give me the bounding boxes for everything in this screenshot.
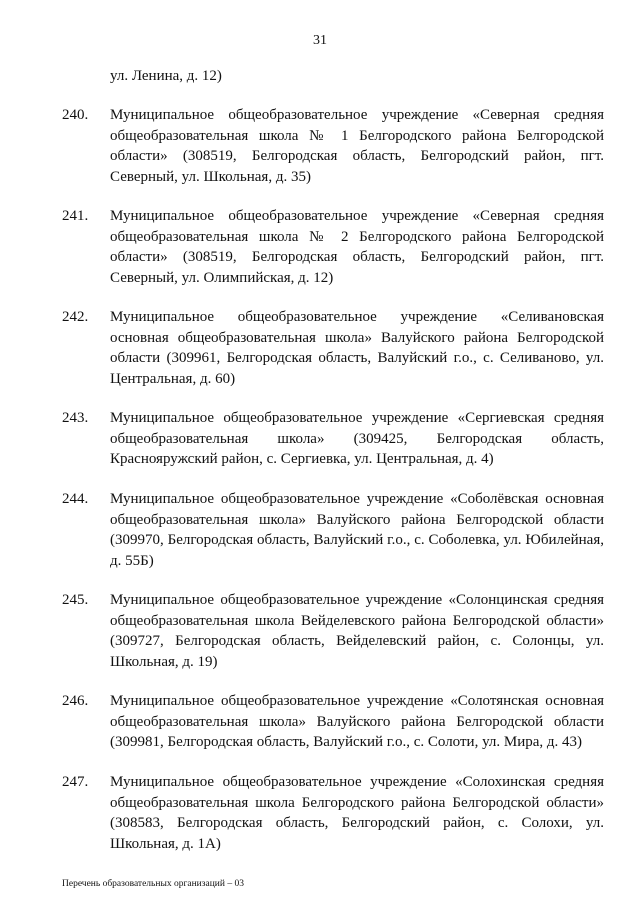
item-number: 242.: [62, 309, 89, 325]
item-text: Муниципальное общеобразовательное учреждение «Солотянская основная общеобразовательная школа» Валуйского района Белгородской области (309981, Белгородская область, Валуйский г.о., с. Солоти, ул. Мира, д. 43): [110, 693, 604, 750]
item-text: Муниципальное общеобразовательное учреждение «Солохинская средняя общеобразовательная школа Белгородского района Белгородской области» (308583, Белгородская область, Белгородский район, с. Солохи, ул. Школьная, д. 1А): [110, 774, 604, 852]
item-number: 245.: [62, 592, 89, 608]
footer-text: Перечень образовательных организаций – 03: [62, 879, 244, 889]
page-number: 31: [313, 33, 327, 48]
item-number: 243.: [62, 410, 89, 426]
item-text: Муниципальное общеобразовательное учреждение «Селивановская основная общеобразовательная школа» Валуйского района Белгородской области (309961, Белгородская область, Валуйский г.о., с. Селиваново, ул. Центральная, д. 60): [110, 309, 604, 387]
item-text: Муниципальное общеобразовательное учреждение «Северная средняя общеобразовательная школа № 1 Белгородского района Белгородской области» (308519, Белгородская область, Белгородский район, пгт. Северный, ул. Школьная, д. 35): [110, 107, 604, 185]
item-number: 247.: [62, 774, 89, 790]
item-text: Муниципальное общеобразовательное учреждение «Северная средняя общеобразовательная школа № 2 Белгородского района Белгородской области» (308519, Белгородская область, Белгородский район, пгт. Северный, ул. Олимпийская, д. 12): [110, 208, 604, 286]
item-text: Муниципальное общеобразовательное учреждение «Соболёвская основная общеобразовательная школа» Валуйского района Белгородской области (309970, Белгородская область, Валуйский г.о., с. Соболевка, ул. Юбилейная, д. 55Б): [110, 491, 604, 569]
item-number: 244.: [62, 491, 89, 507]
continuation-text: ул. Ленина, д. 12): [110, 68, 222, 84]
item-number: 240.: [62, 107, 89, 123]
item-number: 246.: [62, 693, 89, 709]
item-text: Муниципальное общеобразовательное учреждение «Сергиевская средняя общеобразовательная школа» (309425, Белгородская область, Краснояружский район, с. Сергиевка, ул. Центральная, д. 4): [110, 410, 604, 467]
item-text: Муниципальное общеобразовательное учреждение «Солонцинская средняя общеобразовательная школа Вейделевского района Белгородской области» (309727, Белгородская область, Вейделевский район, с. Солонцы, ул. Школьная, д. 19): [110, 592, 604, 670]
item-number: 241.: [62, 208, 89, 224]
